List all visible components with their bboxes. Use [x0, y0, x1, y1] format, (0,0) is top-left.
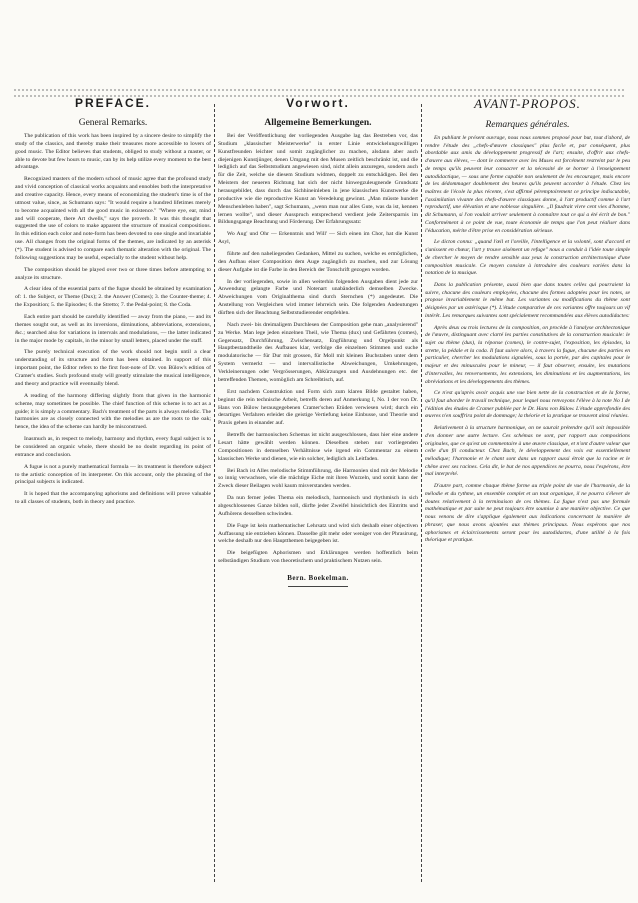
avant-propos-heading: AVANT-PROPOS.: [474, 96, 581, 111]
paragraph: Recognized masters of the modern school of music agree that the profound study and vivid conception of classical works acquaints and ennobles both the interpretative and creative capacity. Hence, every means of economizing the student's time is of the utmost value, since, as Schumann says: "It would require a hundred lifetimes merely to become acquainted with all the good music in existence." "Where eye, ear, mind and will cooperate, there Art dwells," says the proverb. It was this thought that suggested the use of colors to make apparent the structure of musical compositions. In this edition each color and note-form has been devoted to one single and invariable use. All changes from the original forms of the themes, are indicated by an asterisk (*). The student is advised to compare each thematic alteration with the original. The following suggestions may be useful, especially to the student without help.: [15, 176, 211, 261]
paragraph: Wo Aug' und Ohr — Erkenntnis und Will' — Sich einen im Chor, hat die Kunst Asyl,: [218, 231, 418, 246]
column-divider-right: [421, 104, 422, 884]
remarques-generales-subheading: Remarques générales.: [485, 120, 570, 130]
paragraph: Die Fuge ist kein mathematischer Lehrsatz und wird sich deshalb einer objectiven Auffassung nie entziehen können. Dasselbe gilt mehr oder weniger von der Phrasirung, welche deshalb nur den Hauptthemen beigegeben ist.: [218, 522, 418, 545]
end-rule: [288, 586, 348, 587]
signature: Bern. Boekelman.: [287, 573, 349, 582]
paragraph: A fugue is not a purely mathematical formula — its treatment is therefore subject to the artistic conception of its interpreter. On this account, only the phrasing of the principal subjects is indicated.: [15, 463, 211, 486]
paragraph: Die beigefügten Aphorismen und Erklärungen werden hoffentlich beim selbständigen Studium von theoretischem und praktischem Nutzen sein.: [218, 550, 418, 565]
paragraph: Erst nachdem Construktion und Form sich zum klaren Bilde gestaltet haben, beginnt die rein technische Arbeit, betreffs deren auf Anmerkung I, No. I der von Dr. Hans von Bülow herausgegebenen Cramer'schen Etüden verwiesen wird; durch ein derartiges Verfahren erleidet die geistige Vertiefung keine Einbusse, und Theorie und Praxis gehen in einander auf.: [218, 388, 418, 427]
paragraph: Relativement à la structure harmonique, on ne saurait prétendre qu'il soit impossible d'en donner une autre lecture. Ces schémas ne sont, par rapport aux compositions originales, que ce qu'est un commentaire à une œuvre classique, et n'ont d'autre valeur que celle d'un fil conducteur. Chez Bach, le développement des voix est essentiellement mélodique; l'harmonie et le chant sont dans un rapport aussi étroit que la racine et le chêne avec ses racines. Cela dit, le but de nos appendices ne pourra, nous l'espérons, être mal interprété.: [425, 425, 630, 478]
french-column: [425, 96, 630, 549]
german-column: [218, 96, 418, 587]
paragraph: In der vorliegenden, sowie in allen weiterhin folgenden Ausgaben dient jede zur Anwendung gelangte Farbe und Notenart unabänderlich demselben Zwecke. Abweichungen vom Originalthema sind durch Sternchen (*) angedeutet. Die Anstellung von Vergleichen wird immer lehrreich sein. Die folgenden Andeutungen dürften sich der Beachtung Selbststudierender empfehlen.: [218, 278, 418, 317]
preface-heading: PREFACE.: [74, 96, 151, 110]
paragraph: Nach zwei- bis dreimaligem Durchlesen der Composition gehe man „analysierend" zu Werke. Man lege jeden einzelnen Theil, wie Thema (dux) und Gefährten (comes), Gegensatz, Durchführung, Zwischensatz, Engführung und Orgelpunkt als Hauptbestandtheile des Aufbaues klar, verfolge die einzelnen Stimmen und suche modulatorische — für Dur mit grossen, für Moll mit kleinen Buchstaben unter dem System vermerkt — und intervallistische Abweichungen, Umkehrungen, Verkleinerungen oder Vergrösserungen, Abkürzungen und Ausdehnungen etc. der betreffenden Themen, womöglich am Schreibtisch, auf.: [218, 321, 418, 383]
paragraph: En publiant le présent ouvrage, nous nous sommes proposé pour but, tout d'abord, de rendre l'étude des „chefs-d'œuvre classiques" plus facile et, par conséquent, plus abordable aux amis du développement progressif de l'art; ensuite, d'offrir aux chefs-d'œuvre aux élèves, — dont le commerce avec les Muses est forcément restreint par le peu de temps qu'ils peuvent leur consacrer et la nécessité de se borner à l'enseignement autodidactique, — sous une forme capable non seulement de les encourager, mais encore de les dédommager doublement des heures qu'ils peuvent accorder à l'étude. Chez les maîtres de l'école la plus récente, s'est affirmé péremptoirement ce principe indiscutable, l'assimilation vivante des chefs-d'œuvre classiques donne, à l'art productif comme à l'art reproductif, une élévation et une noblesse singulière. „Il faudrait vivre cent vies d'homme, dit Schumann, si l'on voulait arriver seulement à connaître tout ce qui a été écrit de bon." Conformément à ce point de vue, toute économie de temps que l'on peut réaliser dans l'éducation, mérite d'être prise en considération sérieuse.: [425, 135, 630, 234]
general-remarks-subheading: General Remarks.: [78, 118, 148, 128]
paragraph: The purely technical execution of the work should not begin until a clear understanding of its structure and form has been obtained. In support of this important point, the Editor refers to the first foot-note of Dr. von Bülow's edition of Cramer's studies. Such profound study will greatly stimulate the musical intelligence, and theory and practice will eventually blend.: [15, 349, 211, 387]
paragraph: Da nun ferner jedes Thema ein melodisch, harmonisch und rhythmisch in sich abgeschlossenes Ganze bilden soll, dürfte jeder Zweifel hinsichtlich des Eintritts und Aufhörens desselben schwinden.: [218, 495, 418, 517]
paragraph: The composition should be played over two or three times before attempting to analyze its structure.: [15, 266, 211, 281]
paragraph: A clear idea of the essential parts of the fugue should be obtained by examination of: 1. the Subject, or Theme (Dux); 2. the Answer (Comes); 3. the Counter-theme; 4. the Exposition; 5. the Episodes; 6. the Stretto; 7. the Pedal-point; 8. the Coda.: [15, 286, 211, 309]
paragraph: D'autre part, comme chaque thème forme au triple point de vue de l'harmonie, de la mélodie et du rythme, un ensemble complet et un tout organique, il ne pourra s'élever de doutes relativement à la terminaison de ces thèmes. La fugue n'est pas une formule mathématique et par suite ne peut toujours être soumise à une manière objective. Ce que nous venons de dire s'applique également aux indications concernant la manière de phraser, que nous avons ajoutées aux thèmes principaux. Nous espérons que nos aphorismes et éclaircissements seront pour les autodidactes, d'une utilité à la fois théorique et pratique.: [425, 483, 630, 544]
vorwort-heading: Vorwort.: [286, 96, 350, 110]
paragraph: Après deux ou trois lectures de la composition, on procède à l'analyse architectonique de l'œuvre, distinguant avec clarté les parties constitutives de la construction musicale: le sujet ou thème (dux), la réponse (comes), le contre-sujet, l'exposition, les épisodes, la strette, la pédale et la coda. Il faut suivre alors, à travers la fugue, chacune des parties en particulier, chercher les modulations signalées, sous la portée, par des capitales pour le majeur et des minuscules pour le mineur, — il faut observer, ensuite, les mutations d'intervalles, les renversements, les extensions, les diminutions et les augmentations, les abréviations et les développements des thèmes.: [425, 324, 630, 385]
paragraph: Le dicton connu: „quand l'œil et l'oreille, l'intelligence et la volonté, sont d'accord et s'unissent en chœur, l'art y trouve aisément un refuge" nous a conduit à l'idée toute simple de chercher le moyen de rendre sensible aux yeux la construction architectonique d'une composition musicale. Ce moyen consiste à introduire des couleurs variées dans la notation de la musique.: [425, 239, 630, 277]
english-column: [15, 96, 211, 511]
paragraph: führte auf den naheliegenden Gedanken, Mittel zu suchen, welche es ermöglichen, den Aufbau einer Composition dem Auge zugänglich zu machen, und zur Lösung dieser Aufgabe ist die Farbe in den Bereich der Tonschrift gezogen worden.: [218, 251, 418, 273]
paragraph: Bei der Veröffentlichung der vorliegenden Ausgabe lag das Bestreben vor, das Studium „klassischer Meisterwerke" in erster Linie entwickelungswilligen Kunstfreunden leichter und somit zugänglicher zu machen, alsdann aber auch diejenigen Kunstjünger, denen Umgang mit den Musen zeitlich beschränkt ist, und die lediglich auf das Selbststudium angewiesen sind, nicht allein anzuregen, sondern auch für die Zeit, welche sie diesem Studium widmen, doppelt zu entschädigen. Bei den Meistern der neueren Richtung hat sich der nicht hinwegzuleugnende Grundsatz herausgebildet, dass durch das Sichhineinleben in jene klassischen Kunstwerke die productive wie die reproductive Kunst an Veredelung gewinnt. „Man müsste hundert Menschenleben haben", sagt Schumann, „wenn man nur alles Gute, was da ist, kennen lernen wollte", und dieser Ausspruch entsprechend verdient jede Zeitersparnis im Bildungsgange Beachtung und Förderung. Der Erfahrungssatz:: [218, 133, 418, 226]
paragraph: Each entire part should be carefully identified — away from the piano, — and its themes sought out, as well as its inversions, diminutions, abbreviations, extensions, &c.; searched also for variations in intervals and modulations, — the latter indicated in the major mode by capitals, in the minor by small letters, placed under the staff.: [15, 314, 211, 344]
paragraph: Dans la publication présente, aussi bien que dans toutes celles qui pourraient la suivre, chacune des couleurs employées, chacune des formes adoptées pour les notes, se propose invariablement le même but. Les variantes ou modifications du thème sont désignées par un astérisque (*). L'étude comparative de ces variantes offre toujours un vif intérêt. Les remarques suivantes sont spécialement recommandées aux élèves autodidactes:: [425, 281, 630, 319]
paragraph: Ce n'est qu'après avoir acquis une vue bien nette de la construction et de la forme, qu'il faut aborder le travail technique, pour lequel nous renvoyons l'élève à la note No I de l'édition des études de Cramer publiée par le Dr. Hans von Bülow. L'étude approfondie des œuvres n'en souffrira point de dommage; la théorie et la pratique se trouvent ainsi réunies.: [425, 390, 630, 420]
allgemeine-bemerkungen-subheading: Allgemeine Bemerkungen.: [264, 118, 372, 128]
paragraph: It is hoped that the accompanying aphorisms and definitions will prove valuable to all classes of students, both in theory and practice.: [15, 491, 211, 506]
paragraph: The publication of this work has been inspired by a sincere desire to simplify the study of the classics, and thereby make their treasures more accessible to lovers of good music. The Editor believes that students, obliged to study without a master, or able to devote but few hours to music, can by its help utilize every moment to the best advantage.: [15, 133, 211, 171]
paragraph: Bei Bach ist Alles melodische Stimmführung, die Harmonien sind mit der Melodie so innig verwachsen, wie die mächtige Eiche mit ihren Wurzeln, und somit kann der Zweck dieser Beilagen wohl kaum misverstanden werden.: [218, 467, 418, 490]
paragraph: A reading of the harmony differing slightly from that given in the harmonic scheme, may sometimes be possible. The chief function of this scheme is to act as a guide; it is simply a commentary. Bach's treatment of the parts is always melodic. The harmonies are as closely connected with the melodies as are the roots to the oak; hence, the idea of the scheme can hardly be misconstrued.: [15, 392, 211, 431]
paragraph: Betreffs der harmonischen Schemas ist nicht ausgeschlossen, dass hier eine andere Lesart hätte gewählt werden können. Dieselben stehen nur vorliegenden Compositionen in demselben Verhältnisse wie irgend ein Commentar zu einem klassischen Werke und dienen, wie ein solcher, lediglich als Leitfaden.: [218, 432, 418, 462]
paragraph: Inasmuch as, in respect to melody, harmony and rhythm, every fugal subject is to be considered an organic whole, there should be no doubt regarding its point of entrance and conclusion.: [15, 436, 211, 458]
column-divider-left: [214, 104, 215, 884]
